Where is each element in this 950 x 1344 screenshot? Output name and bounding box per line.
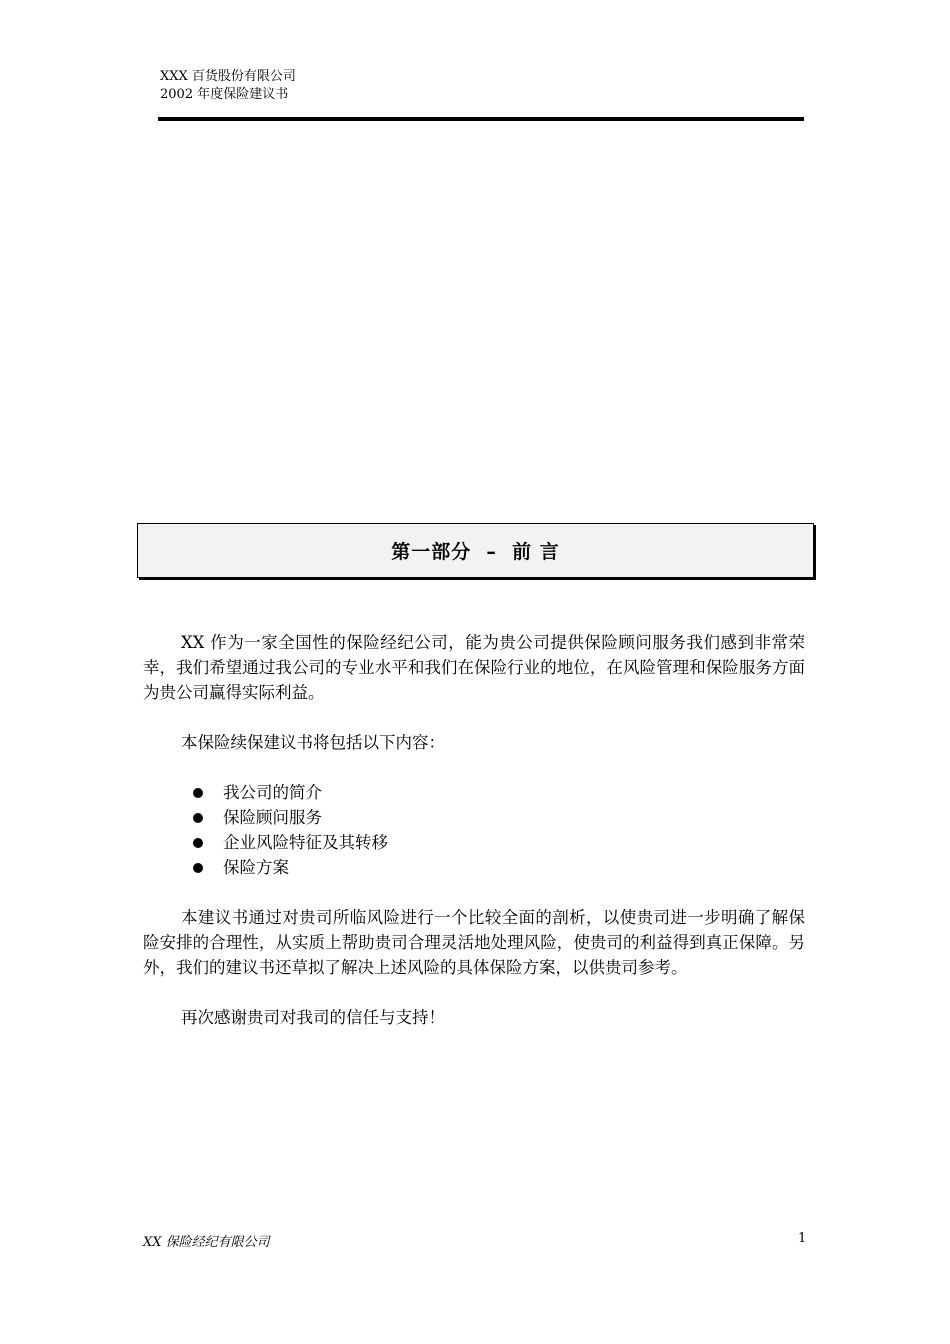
analysis-paragraph: 本建议书通过对贵司所临风险进行一个比较全面的剖析，以使贵司进一步明确了解保险安排的合理性，从实质上帮助贵司合理灵活地处理风险，使贵司的利益得到真正保障。另外，我们的建议书还草拟了解决上述风险的具体保险方案，以供贵司参考。 (143, 908, 805, 977)
header-divider (158, 117, 804, 121)
intro-paragraph: XX 作为一家全国性的保险经纪公司，能为贵公司提供保险顾问服务我们感到非常荣幸，我们希望通过我公司的专业水平和我们在保险行业的地位，在风险管理和保险服务方面为贵公司赢得实际利益。 (143, 633, 805, 702)
thanks-paragraph: 再次感谢贵司对我司的信任与支持！ (180, 1008, 445, 1027)
bullet-icon (193, 788, 203, 798)
header-doc-title: 2002 年度保险建议书 (160, 87, 289, 102)
list-item-label: 我公司的简介 (223, 783, 322, 802)
list-item (143, 805, 805, 830)
list-item (143, 780, 805, 805)
contents-intro-paragraph: 本保险续保建议书将包括以下内容： (180, 733, 445, 752)
section-title: 第一部分 – 前 言 (391, 541, 560, 563)
section-heading-box (137, 523, 814, 578)
document-body (143, 630, 805, 1030)
list-item (143, 830, 805, 855)
footer-company: XX 保险经纪有限公司 (143, 1235, 270, 1250)
bullet-icon (193, 838, 203, 848)
header-company: XXX 百货股份有限公司 (160, 69, 296, 84)
bullet-icon (193, 863, 203, 873)
list-item-label: 企业风险特征及其转移 (223, 833, 388, 852)
list-item-label: 保险顾问服务 (223, 808, 322, 827)
page-number: 1 (798, 1231, 807, 1246)
contents-list (143, 780, 805, 880)
page-header (160, 68, 296, 104)
bullet-icon (193, 813, 203, 823)
list-item-label: 保险方案 (223, 858, 289, 877)
list-item (143, 855, 805, 880)
